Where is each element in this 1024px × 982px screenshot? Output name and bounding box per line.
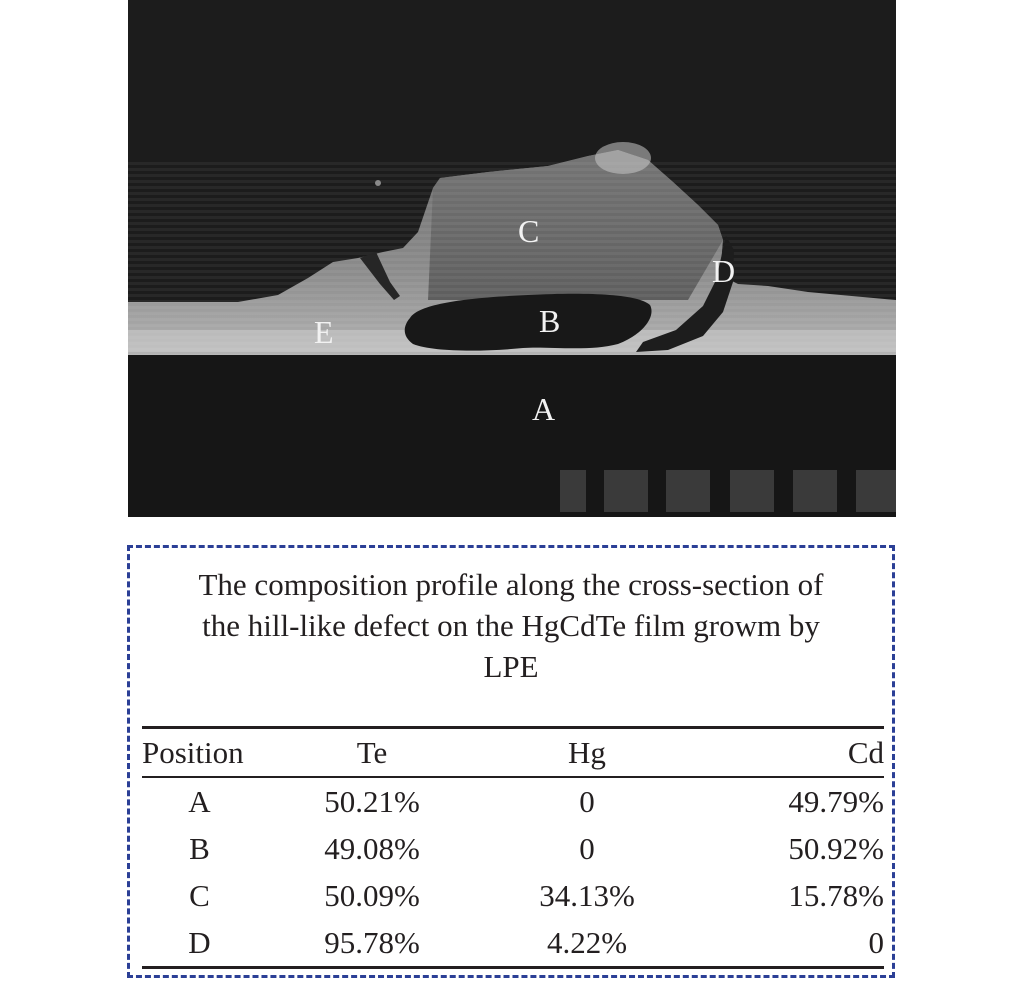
composition-table bbox=[142, 726, 884, 969]
cell-cd: 49.79% bbox=[788, 784, 884, 819]
table-row bbox=[142, 777, 884, 825]
scale-block bbox=[856, 470, 896, 512]
table-caption bbox=[130, 564, 892, 687]
cell-position: D bbox=[188, 925, 211, 960]
scale-block bbox=[793, 470, 837, 512]
region-label-d: D bbox=[712, 253, 736, 289]
substrate-region bbox=[128, 355, 896, 517]
region-label-e: E bbox=[314, 314, 334, 350]
cell-cd: 15.78% bbox=[788, 878, 884, 913]
cell-te: 50.21% bbox=[324, 784, 420, 819]
caption-line: The composition profile along the cross-section of bbox=[198, 567, 824, 602]
table-row bbox=[142, 919, 884, 968]
table-row bbox=[142, 825, 884, 872]
cell-position: C bbox=[189, 878, 210, 913]
composition-table-panel bbox=[127, 545, 895, 978]
micrograph-drawing bbox=[128, 0, 896, 517]
caption-line: LPE bbox=[483, 649, 539, 684]
scale-block bbox=[560, 470, 586, 512]
scale-block bbox=[666, 470, 710, 512]
cell-hg: 34.13% bbox=[539, 878, 635, 913]
sem-cross-section-image bbox=[128, 0, 896, 517]
cell-te: 95.78% bbox=[324, 925, 420, 960]
cell-position: B bbox=[189, 831, 210, 866]
particle-dot bbox=[375, 180, 381, 186]
table-header-row bbox=[142, 728, 884, 778]
region-label-b: B bbox=[539, 303, 561, 339]
region-label-a: A bbox=[532, 391, 556, 427]
header-position: Position bbox=[142, 735, 244, 770]
scale-block bbox=[604, 470, 648, 512]
cell-hg: 0 bbox=[579, 784, 595, 819]
cell-cd: 0 bbox=[868, 925, 884, 960]
header-te: Te bbox=[356, 735, 388, 770]
scale-block bbox=[730, 470, 774, 512]
cell-cd: 50.92% bbox=[788, 831, 884, 866]
cell-position: A bbox=[188, 784, 211, 819]
table-row bbox=[142, 872, 884, 919]
caption-line: the hill-like defect on the HgCdTe film growm by bbox=[202, 608, 820, 643]
header-hg: Hg bbox=[568, 735, 606, 770]
cell-hg: 4.22% bbox=[546, 925, 628, 960]
cell-te: 50.09% bbox=[324, 878, 420, 913]
region-label-c: C bbox=[518, 213, 540, 249]
hill-top-highlight bbox=[595, 142, 651, 174]
cell-te: 49.08% bbox=[324, 831, 420, 866]
header-cd: Cd bbox=[847, 735, 884, 770]
cell-hg: 0 bbox=[579, 831, 595, 866]
